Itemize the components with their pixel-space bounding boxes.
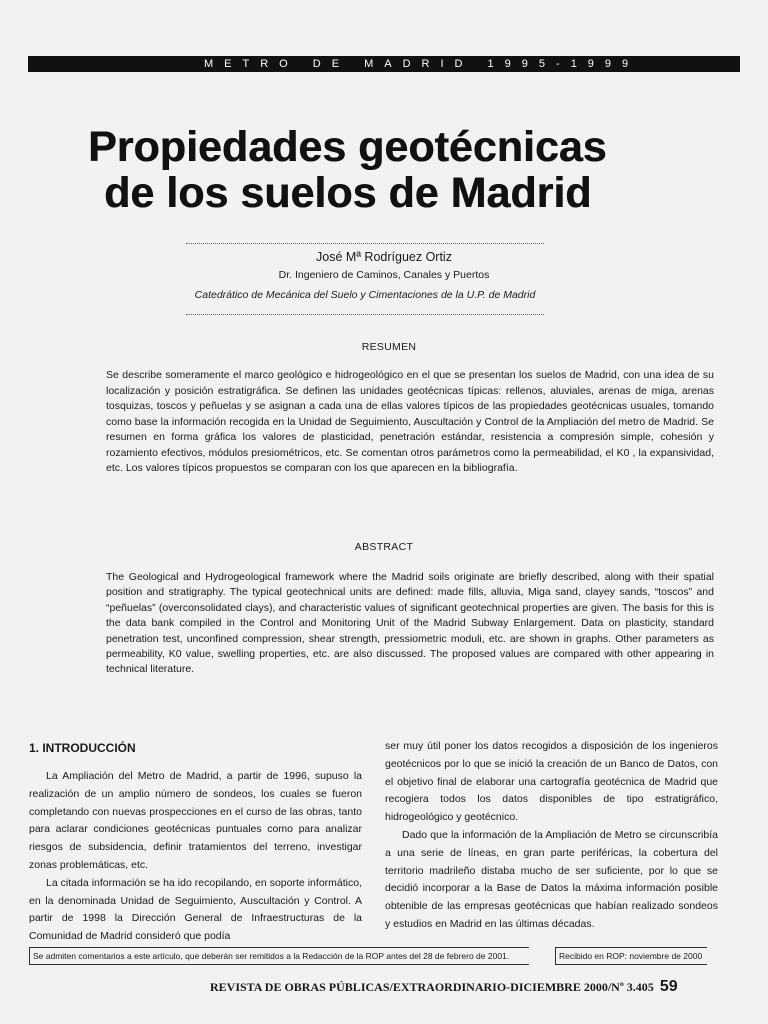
author-affiliation: Catedrático de Mecánica del Suelo y Cimentaciones de la U.P. de Madrid bbox=[194, 289, 536, 301]
title-line-1: Propiedades geotécnicas bbox=[88, 123, 607, 171]
abstract-heading: ABSTRACT bbox=[354, 541, 414, 553]
body-paragraph: La citada información se ha ido recopilando, en soporte informático, en la denominada Unidad de Seguimiento, Auscultación y Control. A partir de 1998 la Dirección General de Infraestructuras de la Comunidad de Madrid consideró que podía bbox=[29, 876, 362, 943]
resumen-heading: RESUMEN bbox=[361, 341, 417, 353]
received-note: Recibido en ROP: noviembre de 2000 bbox=[555, 947, 707, 965]
running-header: METRO DE MADRID 1995-1999 bbox=[28, 56, 740, 72]
comments-note: Se admiten comentarios a este artículo, que deberán ser remitidos a la Redacción de la ROP antes del 28 de febrero de 2001. bbox=[29, 947, 529, 965]
author-credential: Dr. Ingeniero de Caminos, Canales y Puertos bbox=[278, 269, 490, 281]
article-title bbox=[88, 124, 688, 216]
divider-bottom bbox=[186, 314, 544, 315]
title-line-2: de los suelos de Madrid bbox=[104, 169, 592, 217]
page-footer bbox=[210, 976, 710, 998]
body-paragraph: La Ampliación del Metro de Madrid, a partir de 1996, supuso la realización de un amplio número de sondeos, los cuales se fueron completando con nuevas prospecciones en el curso de las obras, tanto para aclarar condiciones geotécnicas puntuales como para analizar riesgos de subsidencia, definir tratamientos del terreno, investigar zonas problemáticas, etc. bbox=[29, 770, 362, 871]
section-heading-introduccion: 1. INTRODUCCIÓN bbox=[29, 741, 136, 755]
divider-top bbox=[186, 243, 544, 244]
abstract-text: The Geological and Hydrogeological framework where the Madrid soils originate are briefly described, along with their spatial position and stratigraphy. The typical geotechnical units are defined: made fills, alluvia, Miga sand, clayey sands, “toscos” and “peñuelas” (overconsolidated clays), and characteristic values of significant geotechnical properties are given. The basis for this is the data bank compiled in the Control and Monitoring Unit of the Madrid Subway Enlargement. Data on plasticity, standard penetration test, unconfined compression, shear strength, pressiometric moduli, etc. are shown in graphs. Other parameters as permeability, K0 value, swelling properties, etc. are also discussed. The proposed values are compared with other appearing in technical literature. bbox=[106, 571, 714, 676]
body-paragraph: ser muy útil poner los datos recogidos a disposición de los ingenieros geotécnicos por lo que se inició la creación de un Banco de Datos, con el objetivo final de elaborar una cartografía geotécnica de Madrid que recogiera todos los datos disponibles de tipo estratigráfico, hidrogeológico y geotécnico. bbox=[385, 740, 718, 824]
body-column-left bbox=[29, 740, 362, 946]
body-column-right bbox=[385, 738, 718, 934]
author-name: José Mª Rodríguez Ortiz bbox=[316, 250, 452, 264]
page-number: 59 bbox=[659, 978, 678, 995]
journal-citation: REVISTA DE OBRAS PÚBLICAS/EXTRAORDINARIO-DICIEMBRE 2000/Nº 3.405 bbox=[210, 980, 654, 994]
body-paragraph: Dado que la información de la Ampliación de Metro se circunscribía a una serie de líneas, en gran parte periféricas, la cobertura del territorio madrileño distaba mucho de ser suficiente, por lo que se decidió incorporar a la Base de Datos la máxima información posible obtenible de las empresas geotécnicas que habían realizado sondeos y estudios en Madrid en las últimas décadas. bbox=[385, 828, 718, 930]
resumen-text: Se describe someramente el marco geológico e hidrogeológico en el que se presentan los suelos de Madrid, con una idea de su localización y posición estratigráfica. Se definen las unidades geotécnicas típicas: rellenos, aluviales, arenas de miga, arenas tosquizas, toscos y peñuelas y se asignan a cada una de ellas valores típicos de las propiedades geotécnicas usuales, tomando como base la información recogida en la Unidad de Seguimiento, Auscultación y Control de la Ampliación del metro de Madrid. Se resumen en forma gráfica los valores de plasticidad, penetración estándar, resistencia a compresión simple, cohesión y rozamiento efectivos, módulos presiométricos, etc. Se comentan otros parámetros como la permeabilidad, el K0 , la expansividad, etc. Los valores típicos propuestos se comparan con los que aparecen en la bibliografía. bbox=[106, 369, 714, 474]
